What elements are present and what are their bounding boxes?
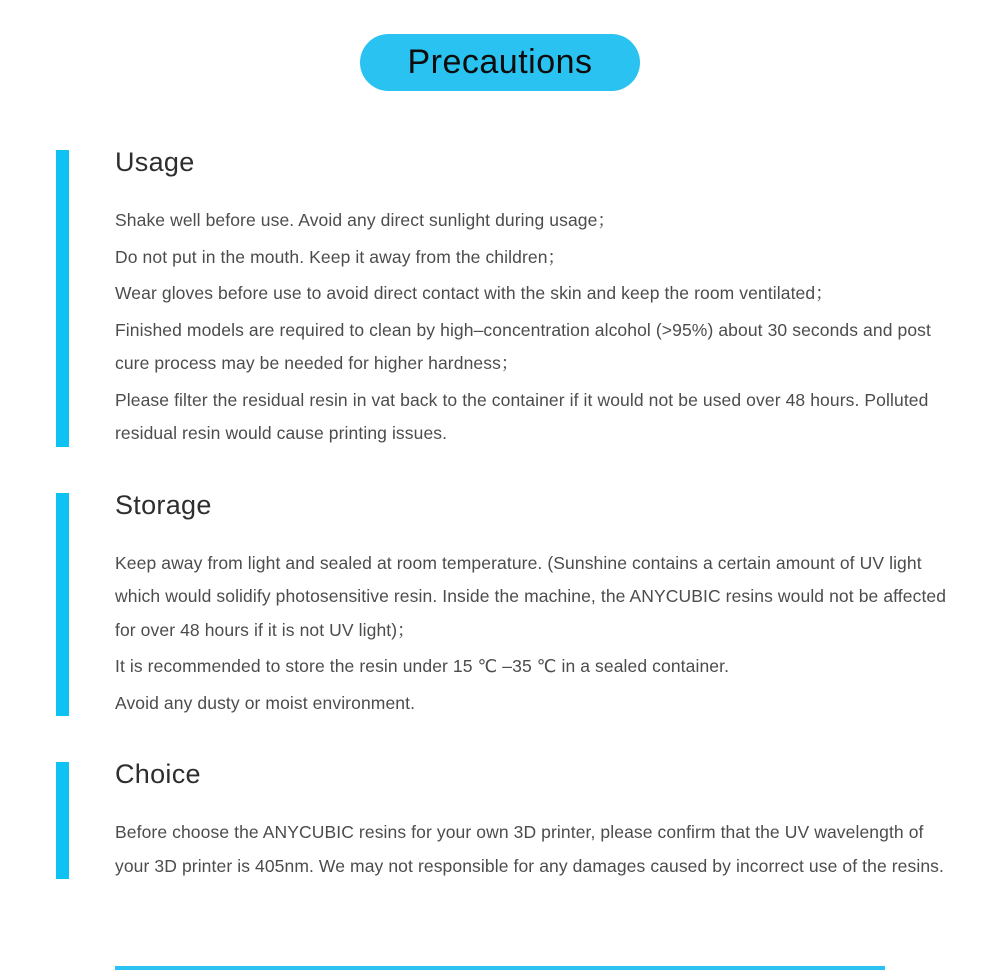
sections-container [56, 147, 960, 883]
section-heading: Usage [115, 147, 195, 177]
paragraph: Wear gloves before use to avoid direct contact with the skin and keep the room ventilated； [115, 283, 833, 303]
page-title: Precautions [407, 43, 593, 81]
section-accent-bar [56, 762, 69, 879]
section-storage [56, 490, 960, 721]
paragraph: Do not put in the mouth. Keep it away from the children； [115, 246, 566, 267]
paragraph: Keep away from light and sealed at room temperature. (Sunshine contains a certain amount of UV light which would solidify photosensitive resin. Inside the machine, the ANYCUBIC resins would not be affected for over 48 hours if it is not UV light)； [115, 552, 947, 640]
section-heading: Storage [115, 489, 212, 520]
page-title-pill [360, 34, 639, 91]
paragraph: Finished models are required to clean by high–concentration alcohol (>95%) about 30 seconds and post cure process may be needed for higher hardness； [115, 319, 931, 373]
section-heading: Choice [115, 759, 201, 789]
paragraph: Avoid any dusty or moist environment. [115, 692, 416, 713]
section-body [115, 816, 960, 883]
paragraph: Please filter the residual resin in vat back to the container if it would not be used over 48 hours. Polluted residual resin would cause printing issues. [115, 389, 929, 443]
section-body [115, 547, 960, 721]
section-choice [56, 759, 960, 883]
section-usage [56, 147, 960, 451]
title-row [0, 0, 1000, 91]
section-accent-bar [56, 493, 69, 717]
paragraph: Shake well before use. Avoid any direct sunlight during usage； [115, 210, 616, 230]
section-accent-bar [56, 150, 69, 447]
bottom-accent-rule [115, 966, 885, 970]
paragraph: It is recommended to store the resin under 15 ℃ –35 ℃ in a sealed container. [115, 656, 730, 676]
section-body [115, 204, 960, 451]
paragraph: Before choose the ANYCUBIC resins for your own 3D printer, please confirm that the UV wavelength of your 3D printer is 405nm. We may not responsible for any damages caused by incorrect use of the resins. [115, 822, 944, 876]
